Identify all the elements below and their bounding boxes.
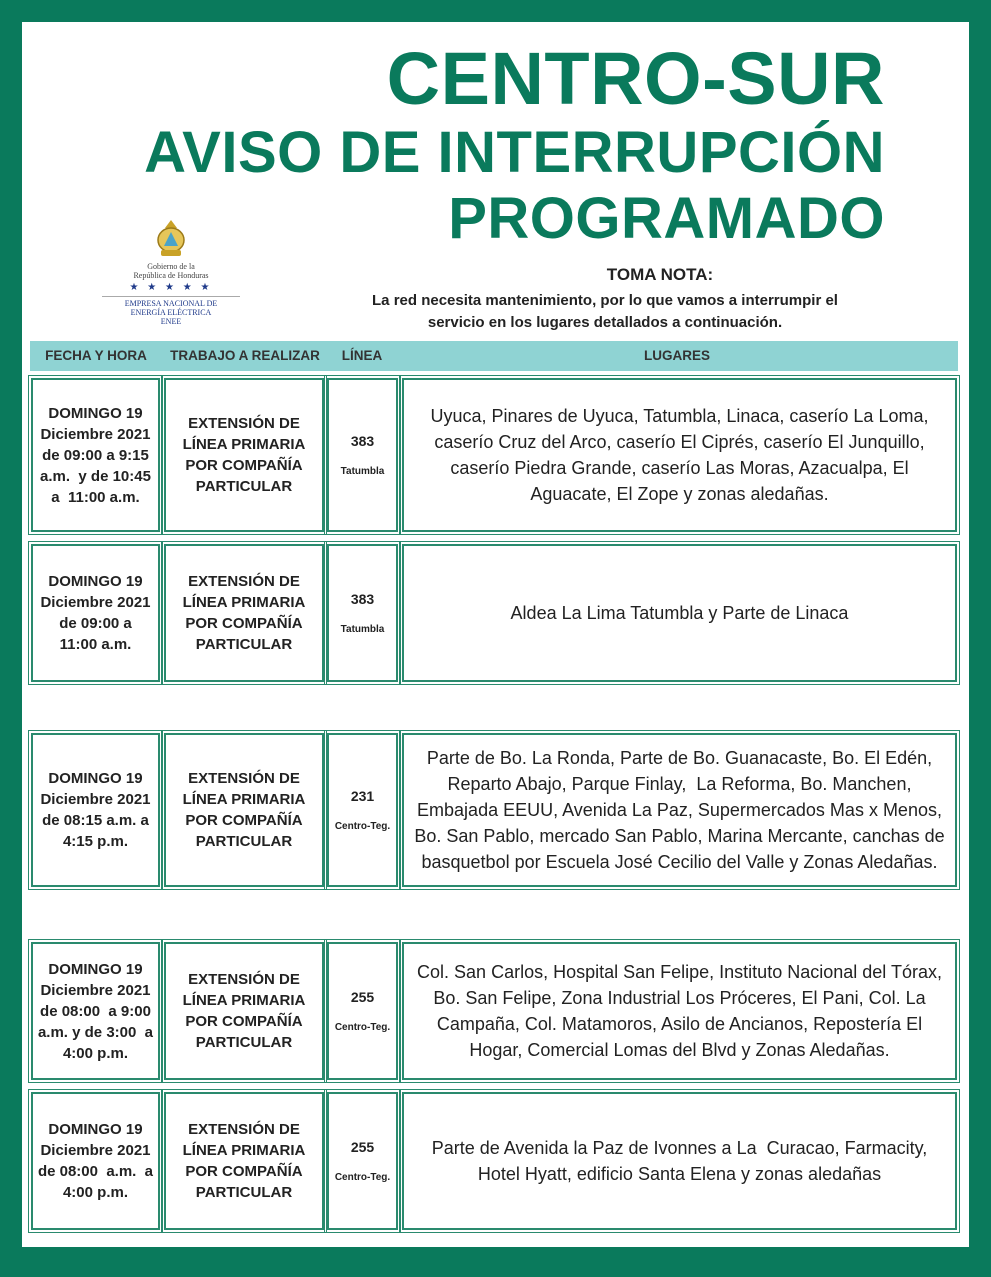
places-cell-text <box>432 1135 928 1187</box>
text-line: Aldea La Lima Tatumbla y Parte de Linaca <box>510 603 849 623</box>
line-cell <box>327 1092 398 1230</box>
places-cell <box>402 1092 957 1230</box>
text-line: Uyuca, Pinares de Uyuca, Tatumbla, Linaca, caserío La Loma, <box>430 406 929 426</box>
work-cell-text <box>183 1119 306 1203</box>
title-notice: AVISO DE INTERRUPCIÓN <box>144 120 885 185</box>
title-programmed: PROGRAMADO <box>448 186 885 251</box>
text-line: caserío Cruz del Arco, caserío El Ciprés, caserío El Junquillo, <box>434 432 925 452</box>
work-cell <box>164 942 324 1080</box>
header-lugares: LUGARES <box>643 348 710 363</box>
text-line: de 09:00 a 9:15 <box>42 446 149 464</box>
text-line: LÍNEA PRIMARIA <box>182 436 306 453</box>
date-time-cell-text <box>40 768 150 852</box>
line-area: Centro-Teg. <box>334 1022 391 1033</box>
header-trabajo: TRABAJO A REALIZAR <box>170 348 320 363</box>
text-line: POR COMPAÑÍA <box>185 457 303 474</box>
text-line: Diciembre 2021 <box>40 1142 151 1159</box>
line-number: 383 <box>350 591 375 607</box>
line-cell <box>327 733 398 887</box>
header-fecha: FECHA Y HORA <box>45 348 147 363</box>
text-line: 4:00 p.m. <box>62 1184 128 1201</box>
text-line: LÍNEA PRIMARIA <box>182 992 306 1009</box>
coat-of-arms-icon <box>151 218 191 260</box>
text-line: POR COMPAÑÍA <box>185 1013 303 1030</box>
text-line: EXTENSIÓN DE <box>188 1121 300 1138</box>
text-line: Parte de Bo. La Ronda, Parte de Bo. Guanacaste, Bo. El Edén, <box>426 748 933 768</box>
note-text: La red necesita mantenimiento, por lo que vamos a interrumpir el servicio en los lugares detallados a continuación. <box>372 292 838 331</box>
text-line: DOMINGO 19 <box>48 404 143 422</box>
text-line: EXTENSIÓN DE <box>188 971 300 988</box>
text-line: Hogar, Comercial Lomas del Blvd y Zonas Aledañas. <box>469 1040 890 1060</box>
text-line: EXTENSIÓN DE <box>188 770 300 787</box>
line-number: 255 <box>350 1139 375 1155</box>
text-line: PARTICULAR <box>195 636 293 653</box>
title-region: CENTRO-SUR <box>386 37 885 120</box>
date-time-cell <box>31 544 160 682</box>
line-number: 383 <box>350 433 375 449</box>
text-line: DOMINGO 19 <box>48 770 143 787</box>
date-time-cell <box>31 942 160 1080</box>
text-line: EXTENSIÓN DE <box>188 415 300 432</box>
line-number: 231 <box>350 788 375 804</box>
text-line: DOMINGO 19 <box>48 1121 143 1138</box>
line-number: 255 <box>350 989 375 1005</box>
text-line: Diciembre 2021 <box>40 791 151 808</box>
line-area: Tatumbla <box>340 466 385 477</box>
text-line: POR COMPAÑÍA <box>185 812 303 829</box>
date-time-cell <box>31 733 160 887</box>
text-line: Embajada EEUU, Avenida La Paz, Supermercados Mas x Menos, <box>417 800 942 820</box>
text-line: 4:15 p.m. <box>62 833 128 850</box>
text-line: Bo. San Pablo, mercado San Pablo, Marina Mercante, canchas de <box>414 826 945 846</box>
company-name: EMPRESA NACIONAL DE ENERGÍA ELÉCTRICA ENEE <box>124 299 218 326</box>
text-line: caserío Piedra Grande, caserío Las Moras, Azacualpa, El <box>450 458 909 478</box>
work-cell-text <box>183 413 306 497</box>
text-line: Diciembre 2021 <box>40 594 151 611</box>
work-cell <box>164 733 324 887</box>
note-heading: TOMA NOTA: <box>606 265 714 284</box>
date-time-cell-text <box>40 403 151 508</box>
text-line: PARTICULAR <box>195 1184 293 1201</box>
work-cell <box>164 1092 324 1230</box>
text-line: LÍNEA PRIMARIA <box>182 594 306 611</box>
header-linea: LÍNEA <box>341 348 383 363</box>
date-time-cell-text <box>38 1119 153 1203</box>
text-line: basquetbol por Escuela José Cecilio del Valle y Zonas Aledañas. <box>421 852 938 872</box>
date-time-cell <box>31 378 160 532</box>
places-cell-text <box>414 745 944 875</box>
text-line: Parte de Avenida la Paz de Ivonnes a La Curacao, Farmacity, <box>431 1138 928 1158</box>
date-time-cell-text <box>38 959 153 1064</box>
text-line: DOMINGO 19 <box>48 573 143 590</box>
line-area: Centro-Teg. <box>334 821 391 832</box>
text-line: Bo. San Felipe, Zona Industrial Los Próceres, El Pani, Col. La <box>433 988 926 1008</box>
line-area: Centro-Teg. <box>334 1172 391 1183</box>
text-line: PARTICULAR <box>195 478 293 495</box>
places-cell <box>402 942 957 1080</box>
stars-icon: ★ ★ ★ ★ ★ <box>129 282 213 293</box>
text-line: de 08:00 a 9:00 <box>40 1002 151 1020</box>
text-line: Hotel Hyatt, edificio Santa Elena y zonas aledañas <box>477 1164 882 1184</box>
text-line: a.m. y de 3:00 a <box>37 1023 154 1041</box>
text-line: Reparto Abajo, Parque Finlay, La Reforma, Bo. Manchen, <box>447 774 912 794</box>
line-cell <box>327 378 398 532</box>
work-cell <box>164 378 324 532</box>
places-cell <box>402 733 957 887</box>
text-line: de 08:15 a.m. a <box>42 812 149 829</box>
text-line: POR COMPAÑÍA <box>185 615 303 632</box>
work-cell-text <box>183 571 306 655</box>
line-cell <box>327 544 398 682</box>
places-cell <box>402 378 957 532</box>
text-line: de 09:00 a <box>59 615 132 632</box>
line-area: Tatumbla <box>340 624 385 635</box>
text-line: POR COMPAÑÍA <box>185 1163 303 1180</box>
text-line: EXTENSIÓN DE <box>188 573 300 590</box>
text-line: Diciembre 2021 <box>40 425 151 443</box>
text-line: Aguacate, El Zope y zonas aledañas. <box>530 484 829 504</box>
text-line: de 08:00 a.m. a <box>37 1163 154 1180</box>
places-cell-text <box>511 600 849 626</box>
enee-logo <box>96 218 246 328</box>
table-header <box>30 341 958 371</box>
text-line: PARTICULAR <box>195 1034 293 1051</box>
date-time-cell-text <box>40 571 150 655</box>
text-line: DOMINGO 19 <box>48 960 143 978</box>
text-line: 11:00 a.m. <box>59 636 132 653</box>
places-cell-text <box>431 403 929 507</box>
text-line: 4:00 p.m. <box>62 1044 128 1062</box>
text-line: LÍNEA PRIMARIA <box>182 791 306 808</box>
text-line: LÍNEA PRIMARIA <box>182 1142 306 1159</box>
text-line: Campaña, Col. Matamoros, Asilo de Ancianos, Repostería El <box>436 1014 923 1034</box>
line-cell <box>327 942 398 1080</box>
work-cell <box>164 544 324 682</box>
logo-divider <box>102 296 240 297</box>
places-cell <box>402 544 957 682</box>
work-cell-text <box>183 969 306 1053</box>
date-time-cell <box>31 1092 160 1230</box>
text-line: Col. San Carlos, Hospital San Felipe, Instituto Nacional del Tórax, <box>417 962 942 982</box>
text-line: a.m. y de 10:45 <box>40 467 151 485</box>
text-line: Diciembre 2021 <box>40 981 151 999</box>
text-line: PARTICULAR <box>195 833 293 850</box>
text-line: a 11:00 a.m. <box>51 488 140 506</box>
government-name: Gobierno de la República de Honduras <box>133 262 209 280</box>
places-cell-text <box>417 959 942 1063</box>
work-cell-text <box>183 768 306 852</box>
